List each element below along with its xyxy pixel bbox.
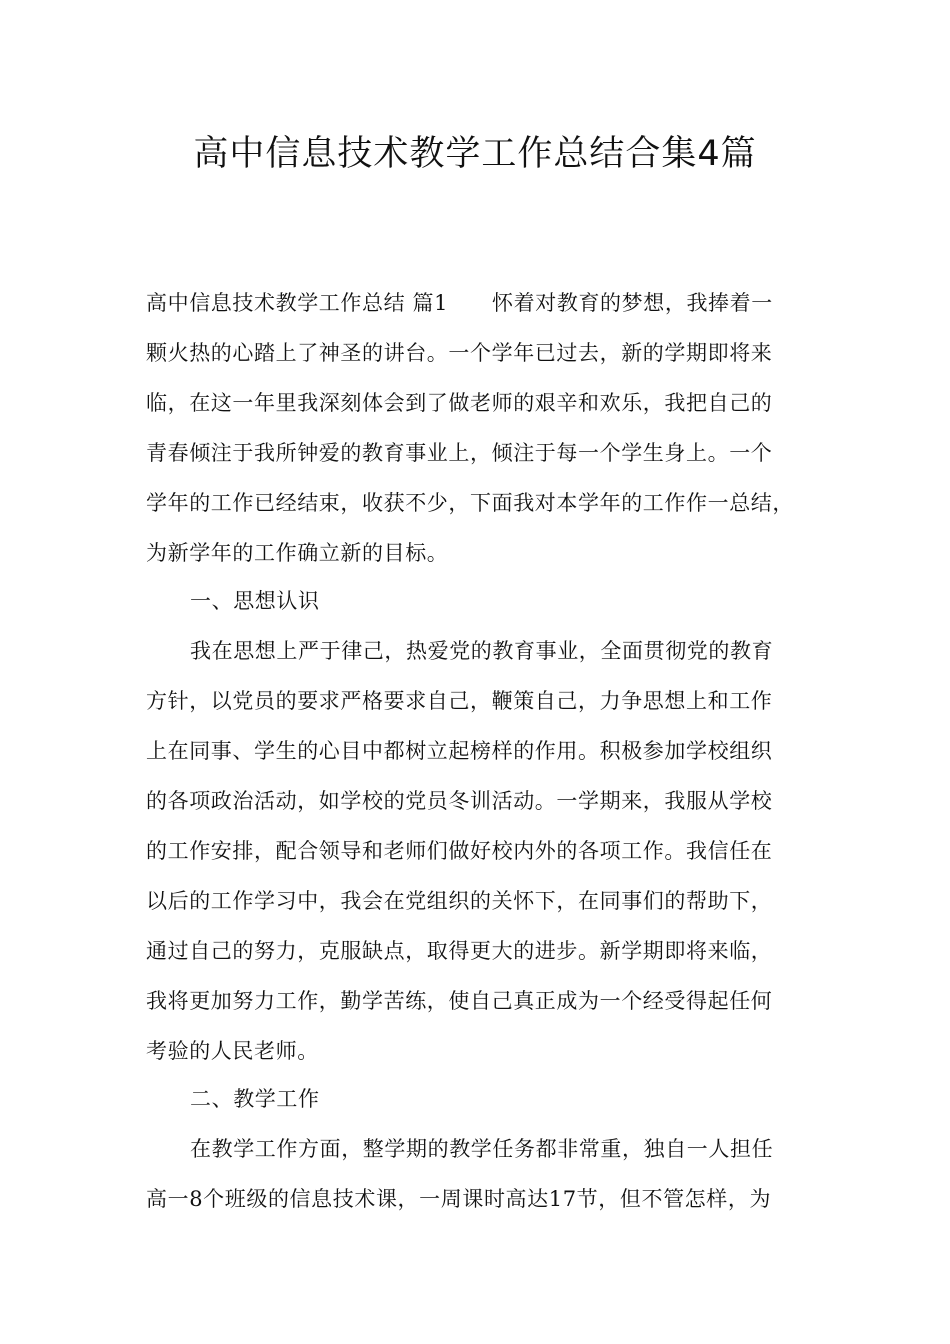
section-heading: 一、思想认识 [190, 589, 320, 613]
text-line: 高一8个班级的信息技术课，一周课时高达17节，但不管怎样，为 [146, 1187, 772, 1211]
text-line: 颗火热的心踏上了神圣的讲台。一个学年已过去，新的学期即将来 [146, 341, 773, 365]
text-line: 的各项政治活动，如学校的党员冬训活动。一学期来，我服从学校 [146, 789, 773, 813]
text-line: 上在同事、学生的心目中都树立起榜样的作用。积极参加学校组织 [146, 739, 773, 763]
document-title: 高中信息技术教学工作总结合集4篇 [193, 134, 757, 174]
text-line: 在教学工作方面，整学期的教学任务都非常重，独自一人担任 [190, 1137, 774, 1161]
text-line: 通过自己的努力，克服缺点，取得更大的进步。新学期即将来临， [146, 939, 773, 963]
section-heading-inline: 高中信息技术教学工作总结 篇1 [146, 291, 449, 315]
text-line: 方针，以党员的要求严格要求自己，鞭策自己，力争思想上和工作 [146, 689, 773, 713]
text-line: 学年的工作已经结束，收获不少，下面我对本学年的工作作一总结， [146, 491, 794, 515]
text-line: 我将更加努力工作，勤学苦练，使自己真正成为一个经受得起任何 [146, 989, 773, 1013]
text-line: 为新学年的工作确立新的目标。 [146, 541, 449, 565]
section-heading: 二、教学工作 [190, 1087, 320, 1111]
text-line: 我在思想上严于律己，热爱党的教育事业，全面贯彻党的教育 [190, 639, 774, 663]
text-line: 以后的工作学习中，我会在党组织的关怀下，在同事们的帮助下， [146, 889, 773, 913]
text-line [146, 288, 826, 318]
text-line: 临，在这一年里我深刻体会到了做老师的艰辛和欢乐，我把自己的 [146, 391, 773, 415]
text-line: 考验的人民老师。 [146, 1039, 319, 1063]
paragraph-text: 怀着对教育的梦想，我捧着一 [492, 291, 773, 315]
text-line: 青春倾注于我所钟爱的教育事业上，倾注于每一个学生身上。一个 [146, 441, 773, 465]
text-line: 的工作安排，配合领导和老师们做好校内外的各项工作。我信任在 [146, 839, 773, 863]
